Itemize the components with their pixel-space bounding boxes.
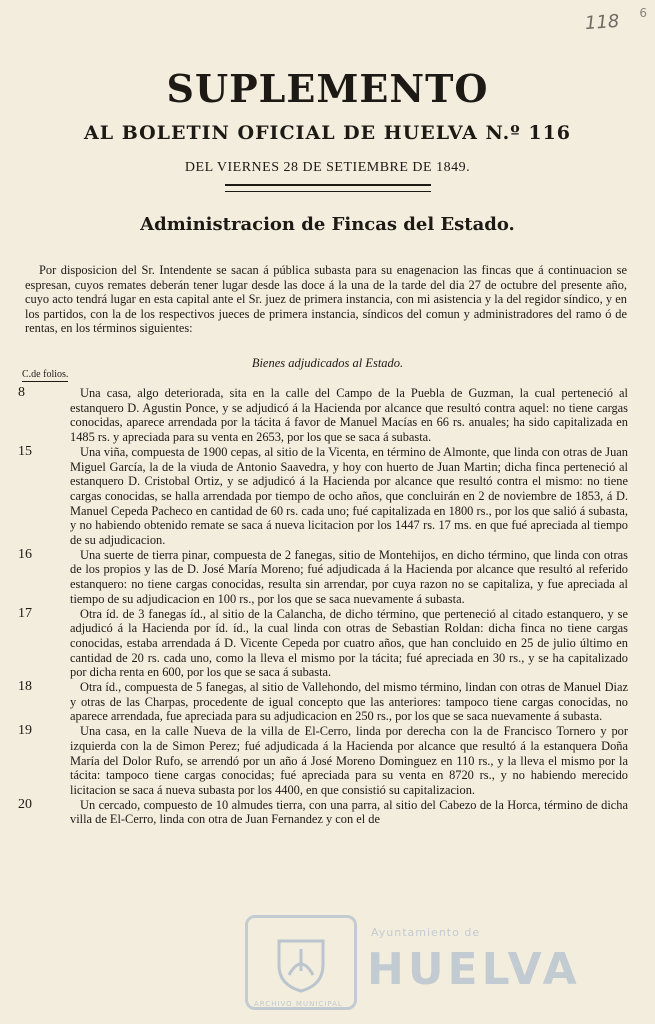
entry-text: Otra íd., compuesta de 5 fanegas, al sitio de Vallehondo, del mismo término, lindan con otras de Manuel Diaz y otras de las Charpas, procedente de igual concepto que las anteriores: tampoco tiene cargas conocidas, no aparece arrendada, fue apreciada para su adjudicacion en 250 rs., por los que se saca nuevamente á subasta. bbox=[70, 680, 628, 724]
handwritten-page-number: 118 bbox=[583, 10, 620, 35]
folio-number: 20 bbox=[18, 796, 32, 812]
entry-text: Otra íd. de 3 fanegas íd., al sitio de la Calancha, de dicho término, que perteneció al citado estanquero, y se adjudicó á la Hacienda por íd. íd., la cual linda con otras de Sebastian Roldan: dicha finca no tiene cargas conocidas, estaba arrendada á D. Vicente Cepeda por cuatro años, que han concluido en 25 de julio último en cantidad de 20 rs. cada uno, como la lleva el mismo por la tácita; fué apreciada en 30 rs., y se ha capitalizado por dicha renta en 600, por los que se saca á subasta. bbox=[70, 606, 628, 680]
watermark-subtext: Ayuntamiento de bbox=[371, 926, 481, 939]
coat-of-arms-icon bbox=[245, 915, 357, 1010]
entry-text: Una viña, compuesta de 1900 cepas, al sitio de la Vicenta, en término de Almonte, que linda con otras de Juan Miguel García, la de la viuda de Antonio Saavedra, y hoy con huerto de Juan Martin; dicha finca perteneció al estanquero D. Cristobal Ortiz, y se adjudicó á la Hacienda por alcance que resultó contra el mismo: no tiene cargas conocidas, se halla arrendada por tiempo de ocho años, que concluirán en 2 de noviembre de 1853, á D. Manuel Cepeda Pacheco en cantidad de 60 rs. cada uno; fué capitalizada en 1800 rs., por los que salió á subasta, y no habiendo obtenido remate se saca á nueva licitacion por los 1447 rs. 17 ms. en que fué apreciada al tiempo de su adjudicacion. bbox=[70, 444, 628, 548]
folio-number: 16 bbox=[18, 546, 32, 562]
supplement-title: SUPLEMENTO bbox=[166, 66, 489, 111]
bulletin-subtitle: AL BOLETIN OFICIAL DE HUELVA N.º 116 bbox=[83, 122, 572, 144]
property-entry bbox=[18, 724, 628, 798]
folio-number: 19 bbox=[18, 723, 32, 739]
header-divider bbox=[225, 184, 431, 192]
folio-number: 18 bbox=[18, 679, 32, 695]
intro-paragraph: Por disposicion del Sr. Intendente se sacan á pública subasta para su enagenacion las fincas que á continuacion se espresan, cuyos remates deberán tener lugar desde las doce á la una de la tarde del dia 27 de octubre del presente año, cuyo acto tendrá lugar en esta capital ante el Sr. juez de primera instancia, con mi asistencia y la del regidor síndico, y en los partidos, con la de los respectivos jueces de primera instancia, síndicos del comun y administradores del ramo ó de rentas, en los términos siguientes: bbox=[25, 263, 627, 336]
entry-text: Una suerte de tierra pinar, compuesta de 2 fanegas, sitio de Montehijos, en dicho término, que linda con otras de los propios y las de D. José María Moreno; fué adjudicada á la Hacienda por alcance que resultó al referido estanquero: no tiene cargas conocidas, resulta sin arrendar, por cuya razon no se capitaliza, y fue apreciada al tiempo de su adjudicacion en 100 rs., por los que se saca nuevamente á subasta. bbox=[70, 547, 628, 606]
property-entry bbox=[18, 680, 628, 724]
entry-text: Una casa, en la calle Nueva de la villa de El-Cerro, linda por derecha con la de Francisco Tornero y por izquierda con la de Simon Perez; fué adjudicada á la Hacienda por alcance que resultó á la estanquera Doña María del Dolor Rufo, se arrendó por un año á José Moreno Dominguez en 110 rs., y la lleva el mismo por la tácita: tampoco tiene cargas conocidas; fué apreciada para su venta en 8720 rs., y no habiendo merecido licitacion se saca á nueva subasta por los 4400, en que consistió su capitalizacion. bbox=[70, 724, 628, 797]
entry-text: Un cercado, compuesto de 10 almudes tierra, con una parra, al sitio del Cabezo de la Horca, término de dicha villa de El-Cerro, linda con otra de Juan Fernandez y con el de bbox=[70, 797, 628, 827]
seal-caption: ARCHIVO MUNICIPAL bbox=[254, 1000, 343, 1008]
property-entry bbox=[18, 548, 628, 607]
corner-mark: 6 bbox=[639, 6, 647, 20]
property-entry bbox=[18, 445, 628, 548]
folios-column-label: C.de folios. bbox=[22, 369, 69, 380]
folio-number: 8 bbox=[18, 385, 25, 400]
entry-text: Una casa, algo deteriorada, sita en la calle del Campo de la Puebla de Guzman, la cual perteneció al estanquero D. Agustin Ponce, y se adjudicó á la Hacienda por alcance que resultó contra aquel: no tiene cargas conocidas, aparece arrendada por la tácita á favor de Manuel Macías en 66 rs. anuales; ha sido capitalizada en 1485 rs. y apreciada para su venta en 2653, por los que se saca á subasta. bbox=[70, 386, 628, 445]
issue-date: DEL VIERNES 28 DE SETIEMBRE DE 1849. bbox=[184, 160, 471, 175]
folio-number: 15 bbox=[18, 443, 32, 459]
folio-number: 17 bbox=[18, 605, 32, 621]
assets-subheading: Bienes adjudicados al Estado. bbox=[251, 356, 404, 370]
property-entry bbox=[18, 386, 628, 445]
watermark-text: HUELVA bbox=[367, 944, 581, 995]
section-heading: Administracion de Fincas del Estado. bbox=[140, 214, 515, 235]
property-entries bbox=[18, 386, 628, 827]
archive-watermark bbox=[245, 915, 581, 1010]
property-entry bbox=[18, 607, 628, 681]
property-entry bbox=[18, 798, 628, 827]
